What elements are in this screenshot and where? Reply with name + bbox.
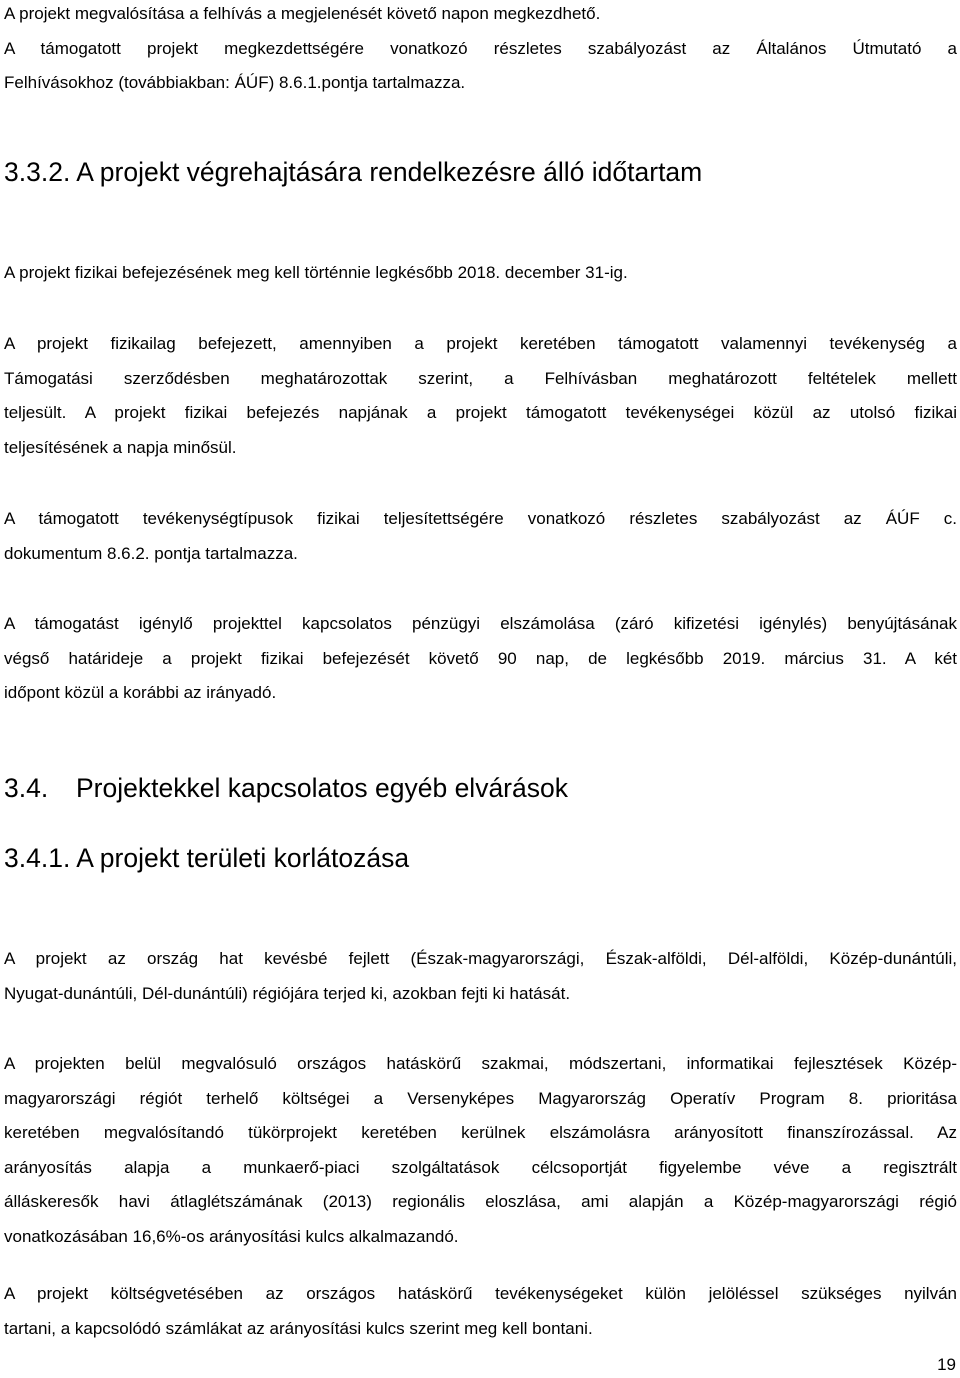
paragraph-budget-records xyxy=(4,1277,957,1346)
paragraph-completion-deadline xyxy=(4,256,957,291)
section-number: 3.4. xyxy=(4,773,49,803)
intro-paragraph xyxy=(4,0,957,101)
paragraph-line: végső határideje a projekt fizikai befejezését követő 90 nap, de legkésőbb 2019. március 31. A két xyxy=(4,648,957,668)
section-heading-3-4 xyxy=(4,771,568,805)
paragraph-line: keretében megvalósítandó tükörprojekt keretében kerülnek elszámolásra arányosított finanszírozással. Az xyxy=(4,1123,957,1142)
paragraph-line: A támogatott tevékenységtípusok fizikai teljesítettségére vonatkozó részletes szabályozást az ÁÚF c. xyxy=(4,509,957,528)
paragraph-financial-settlement xyxy=(4,607,957,711)
paragraph-line: magyarországi régiót terhelő költségei a Versenyképes Magyarország Operatív Program 8. prioritása xyxy=(4,1088,957,1108)
paragraph-line: álláskeresők havi átlaglétszámának (2013) regionális eloszlása, ami alapján a Közép-magyarországi régió xyxy=(4,1192,957,1211)
page-number: 19 xyxy=(937,1355,956,1374)
paragraph-line: A projekt költségvetésében az országos hatáskörű tevékenységeket külön jelöléssel szükséges nyilván xyxy=(4,1284,957,1303)
section-heading-3-3-2: 3.3.2. A projekt végrehajtására rendelkezésre álló időtartam xyxy=(4,157,703,187)
paragraph-line: Nyugat-dunántúli, Dél-dunántúli) régiójára terjed ki, azokban fejti ki hatását. xyxy=(4,983,571,1003)
paragraph-regions xyxy=(4,942,957,1011)
paragraph-proportional-financing xyxy=(4,1047,957,1254)
intro-line-2: A támogatott projekt megkezdettségére vonatkozó részletes szabályozást az Általános Útmutató a xyxy=(4,38,957,58)
intro-line-1: A projekt megvalósítása a felhívás a megjelenését követő napon megkezdhető. xyxy=(4,4,601,23)
section-heading-3-4-1: 3.4.1. A projekt területi korlátozása xyxy=(4,843,410,873)
paragraph-line: tartani, a kapcsolódó számlákat az arányosítási kulcs szerint meg kell bontani. xyxy=(4,1318,593,1338)
paragraph-line: Támogatási szerződésben meghatározottak szerint, a Felhívásban meghatározott feltételek mellett xyxy=(4,368,957,388)
paragraph-line: arányosítás alapja a munkaerő-piaci szolgáltatások célcsoportját figyelembe véve a regisztrált xyxy=(4,1157,957,1177)
paragraph-line: teljesítésének a napja minősül. xyxy=(4,437,237,457)
paragraph-line: időpont közül a korábbi az irányadó. xyxy=(4,683,277,702)
paragraph-line: vonatkozásában 16,6%-os arányosítási kulcs alkalmazandó. xyxy=(4,1226,459,1246)
paragraph-physical-completion xyxy=(4,327,957,465)
paragraph-line: dokumentum 8.6.2. pontja tartalmazza. xyxy=(4,543,298,563)
paragraph-line: A projekten belül megvalósuló országos hatáskörű szakmai, módszertani, informatikai fejlesztések Közép- xyxy=(4,1054,957,1073)
paragraph-line: A támogatást igénylő projekttel kapcsolatos pénzügyi elszámolása (záró kifizetési igénylés) benyújtásának xyxy=(4,614,957,633)
intro-line-3: Felhívásokhoz (továbbiakban: ÁÚF) 8.6.1.pontja tartalmazza. xyxy=(4,73,466,92)
paragraph-line: A projekt fizikai befejezésének meg kell történnie legkésőbb 2018. december 31-ig. xyxy=(4,263,628,282)
paragraph-line: A projekt fizikailag befejezett, amennyiben a projekt keretében támogatott valamennyi tevékenység a xyxy=(4,334,957,353)
paragraph-activity-types xyxy=(4,502,957,571)
paragraph-line: teljesült. A projekt fizikai befejezés napjának a projekt támogatott tevékenységei közül az utolsó fizikai xyxy=(4,403,957,422)
section-title: Projektekkel kapcsolatos egyéb elvárások xyxy=(76,773,568,803)
paragraph-line: A projekt az ország hat kevésbé fejlett (Észak-magyarországi, Észak-alföldi, Dél-alföldi, Közép-dunántúli, xyxy=(4,949,957,968)
